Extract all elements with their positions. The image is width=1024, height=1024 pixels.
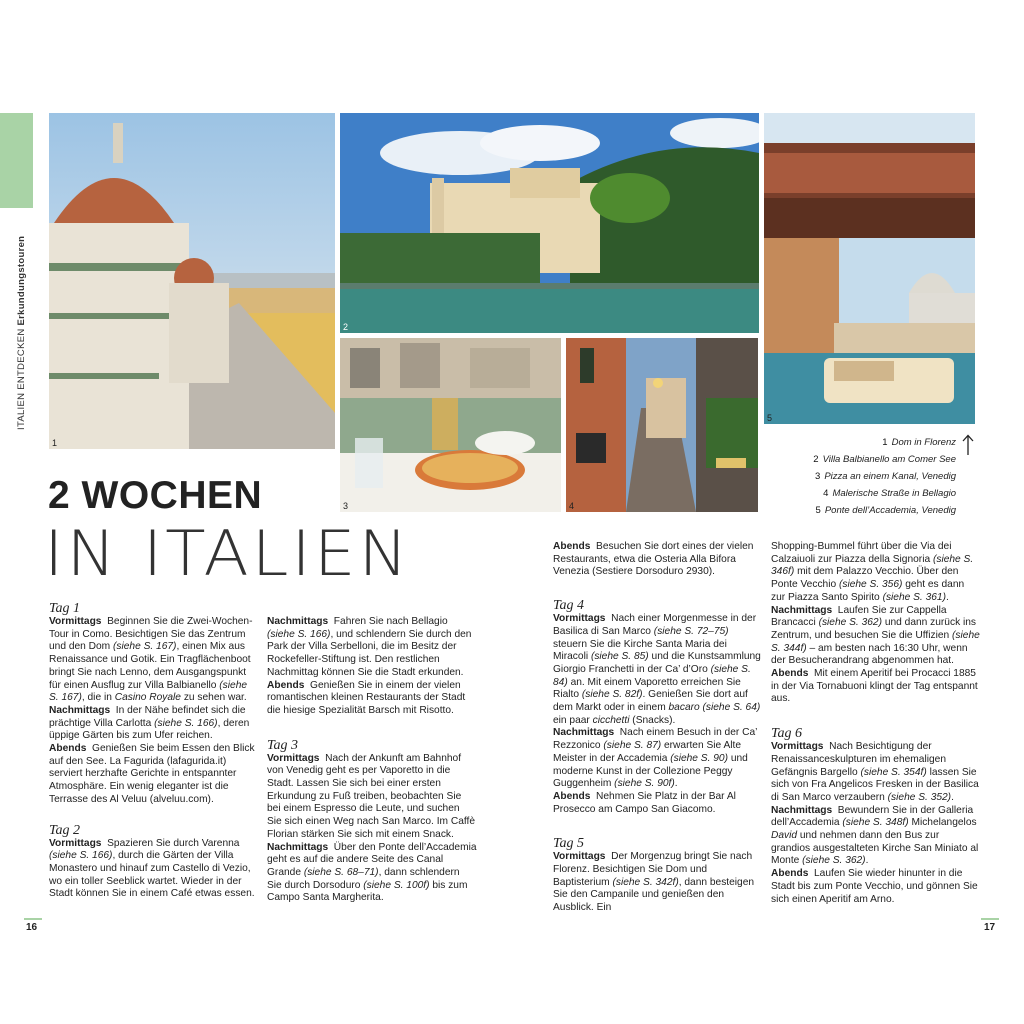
caption-item: 2 Villa Balbianello am Comer See xyxy=(813,454,956,465)
photo-pizza-canal xyxy=(340,338,561,512)
page-title-line2: IN ITALIEN xyxy=(44,516,411,591)
itinerary-column-2 xyxy=(267,616,477,905)
body-text: Vormittags Nach einer Morgenmesse in der Basilica di San Marco (siehe S. 72–75) steuern Sie die Kirche Santa Maria dei Miracoli (siehe S. 85) und die Kunstsammlung Giorgio Franchetti in der Ca’ d’Oro (siehe S. 84) an. Mit einem Vaporetto erreichen Sie Rialto (siehe S. 82f). Genießen Sie dort auf dem Markt oder in einem bacaro (siehe S. 64) ein paar cicchetti (Snacks). Nachmittags Nach einem Besuch in der Ca’ Rezzonico (siehe S. 87) erwarten Sie Alte Meister in der Accademia (siehe S. 90) und moderne Kunst in der Collezione Peggy Guggenheim (siehe S. 90f). Abends Nehmen Sie Platz in der Bar Al Prosecco am Campo San Giacomo. xyxy=(553,613,761,815)
caption-item: 4 Malerische Straße in Bellagio xyxy=(823,488,956,499)
arrow-up-icon xyxy=(961,434,975,456)
photo-villa-balbianello xyxy=(340,113,759,333)
photo-number: 2 xyxy=(343,322,349,332)
day-heading: Tag 5 xyxy=(553,836,585,852)
section-tab xyxy=(0,113,33,208)
body-text: Vormittags Beginnen Sie die Zwei-Wochen-Tour in Como. Besichtigen Sie das Zentrum und den Dom (siehe S. 167), einen Mix aus Renaissance und Gotik. Ein Tragflächenboot bringt Sie nach Lenno, dem Ausgangspunkt für einen Ausflug zur Villa Balbianello (siehe S. 167), die in Casino Royale zu sehen war. Nachmittags In der Nähe befindet sich die prächtige Villa Carlotta (siehe S. 166), deren üppige Gärten bis zum Ufer reichen. Abends Genießen Sie beim Essen den Blick auf den See. La Fagurida (lafagurida.it) serviert herzhafte Gerichte in entspannter Atmosphäre. Ein wenig eleganter ist die Terrasse des Al Veluu (alveluu.com). xyxy=(49,616,255,805)
caption-item: 1 Dom in Florenz xyxy=(882,437,956,448)
photo-captions xyxy=(770,434,956,519)
body-text: Vormittags Der Morgenzug bringt Sie nach Florenz. Besichtigen Sie Dom und Baptisterium (siehe S. 342f), dann besteigen Sie den Campanile und genießen den Ausblick. Ein xyxy=(553,851,755,914)
body-text: Vormittags Spazieren Sie durch Varenna (siehe S. 166), durch die Gärten der Villa Monastero und hinauf zum Castello di Vezio, wo ein toller Seeblick wartet. Wieder in der Stadt können Sie in einem Café etwas essen. xyxy=(49,837,255,900)
body-text: Shopping-Bummel führt über die Via dei Calzaiuoli zur Piazza della Signoria (siehe S. 346f) mit dem Palazzo Vecchio. Über den Ponte Vecchio (siehe S. 356) geht es dann zur Piazza Santo Spirito (siehe S. 361). Nachmittags Laufen Sie zur Cappella Brancacci (siehe S. 362) und dann zurück ins Zentrum, und besuchen Sie die Uffizien (siehe S. 344f) – am besten nach 16:30 Uhr, wenn der Besucherandrang abgenommen hat. Abends Mit einem Aperitif bei Procacci 1885 in der Via Tornabuoni klingt der Tag entspannt aus. xyxy=(771,541,980,705)
page-number-left: 16 xyxy=(26,922,38,933)
page-title-line1: 2 WOCHEN xyxy=(48,474,263,517)
photo-number: 3 xyxy=(343,501,349,511)
page-number-rule xyxy=(24,918,42,920)
day-heading: Tag 3 xyxy=(267,737,299,753)
photo-number: 1 xyxy=(52,438,58,448)
photo-florence-duomo xyxy=(49,113,335,449)
body-text: Vormittags Nach Besichtigung der Renaissanceskulpturen im ehemaligen Gefängnis Bargello (siehe S. 354f) lassen Sie sich von Fra Angelicos Fresken in der Basilica di San Marco verzaubern (siehe S. 352). Nachmittags Bewundern Sie in der Galleria dell’Accademia (siehe S. 348f) Michelangelos David und nehmen dann den Bus zur grandios ausgestalteten Kirche San Miniato al Monte (siehe S. 362). Abends Laufen Sie wieder hinunter in die Stadt bis zum Ponte Vecchio, und gönnen Sie sich einen Aperitif am Arno. xyxy=(771,741,979,905)
caption-item: 3 Pizza an einem Kanal, Venedig xyxy=(815,471,956,482)
page-number-rule xyxy=(981,918,999,920)
body-text: Nachmittags Fahren Sie nach Bellagio (siehe S. 166), und schlendern Sie durch den Park der Villa Serbelloni, die im Besitz der Rockefeller-Stiftung ist. Den restlichen Nachmittag können Sie die Stadt erkunden. Abends Genießen Sie in einem der vielen romantischen kleinen Restaurants der Stadt die hiesige Spezialität Barsch mit Risotto. xyxy=(267,616,472,716)
day-heading: Tag 2 xyxy=(49,822,81,838)
day-heading: Tag 4 xyxy=(553,598,585,614)
itinerary-column-4 xyxy=(771,541,981,906)
photo-number: 4 xyxy=(569,501,575,511)
photo-ponte-accademia xyxy=(764,113,975,424)
subsection-name: Erkundungstouren xyxy=(16,235,27,326)
photo-number: 5 xyxy=(767,413,773,423)
caption-item: 5 Ponte dell’Accademia, Venedig xyxy=(815,505,956,516)
page-number-right: 17 xyxy=(984,922,996,933)
itinerary-column-3 xyxy=(553,541,763,915)
photo-bellagio-street xyxy=(566,338,758,512)
body-text: Vormittags Nach der Ankunft am Bahnhof von Venedig geht es per Vaporetto in die Stadt. Lassen Sie sich bei einer ersten Erkundung zu Fuß treiben, beobachten Sie bei einem Espresso die Leute, und suchen Sie sich einen Weg nach San Marco. Im Caffè Florian stärken Sie sich mit einem Snack. Nachmittags Über den Ponte dell’Accademia geht es auf die andere Seite des Canal Grande (siehe S. 68–71), dann schlendern Sie durch Dorsoduro (siehe S. 100f) bis zum Campo Santa Margherita. xyxy=(267,752,477,904)
day-heading: Tag 6 xyxy=(771,726,803,742)
body-text: Abends Besuchen Sie dort eines der vielen Restaurants, etwa die Osteria Alla Bifora Venezia (Sestiere Dorsoduro 2930). xyxy=(553,541,754,578)
itinerary-column-1 xyxy=(49,601,259,901)
day-heading: Tag 1 xyxy=(49,601,81,616)
section-name: ITALIEN ENTDECKEN xyxy=(16,328,27,430)
